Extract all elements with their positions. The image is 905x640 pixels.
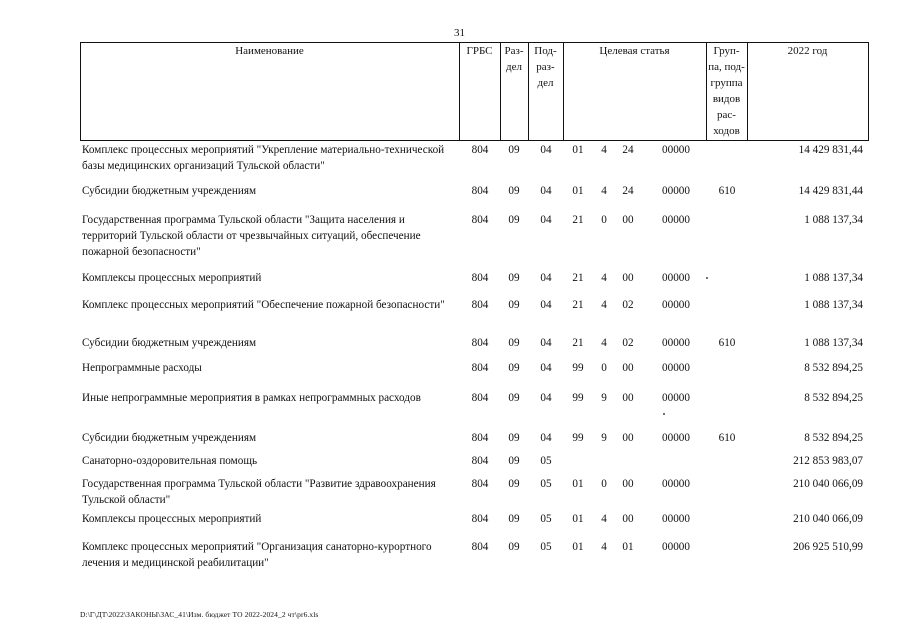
cell-grbs: 804 [471,455,489,467]
row-name: Комплексы процессных мероприятий [82,272,262,284]
cell-grbs: 804 [471,362,489,374]
page-number: 31 [454,27,465,39]
cell-podrazdel: 04 [540,299,552,311]
row-name: Непрограммные расходы [82,362,202,374]
cell-grbs: 804 [471,144,489,156]
cell-razdel: 09 [508,513,520,525]
cell-cs-subprogram: 00 [622,478,634,490]
cell-cs-type: 9 [601,392,607,404]
cell-cs-program: 01 [572,185,584,197]
cell-cs-program: 21 [572,299,584,311]
cell-razdel: 09 [508,541,520,553]
cell-razdel: 09 [508,185,520,197]
cell-grbs: 804 [471,272,489,284]
cell-podrazdel: 04 [540,185,552,197]
cell-cs-subprogram: 00 [622,362,634,374]
header-target-article: Целевая статья [599,45,670,57]
cell-podrazdel: 05 [540,513,552,525]
row-name: Государственная программа Тульской области "Защита населения и территорий Тульской области от чрезвычайных ситуаций, обеспечение пожарной безопасности" [82,214,421,258]
cell-razdel: 09 [508,455,520,467]
cell-cs-program: 21 [572,337,584,349]
cell-cs-direction: 00000 [662,337,690,349]
cell-cs-subprogram: 24 [622,144,634,156]
cell-razdel: 09 [508,144,520,156]
row-name: Комплекс процессных мероприятий "Организация санаторно-курортного лечения и медицинской реабилитации" [82,541,432,569]
cell-razdel: 09 [508,432,520,444]
cell-cs-subprogram: 02 [622,337,634,349]
cell-cs-program: 99 [572,362,584,374]
cell-cs-program: 21 [572,272,584,284]
cell-podrazdel: 05 [540,455,552,467]
header-name: Наименование [235,45,304,57]
row-name: Субсидии бюджетным учреждениям [82,337,257,349]
cell-cs-direction: 00000 [662,185,690,197]
cell-cs-type: 9 [601,432,607,444]
cell-expense-group: 610 [718,185,736,197]
cell-razdel: 09 [508,214,520,226]
header-razdel: Раз- дел [504,45,524,73]
cell-razdel: 09 [508,478,520,490]
cell-sum: 8 532 894,25 [804,432,863,444]
cell-cs-type: 4 [601,337,607,349]
cell-cs-subprogram: 02 [622,299,634,311]
cell-cs-type: 4 [601,144,607,156]
cell-podrazdel: 04 [540,144,552,156]
cell-cs-program: 99 [572,432,584,444]
cell-cs-type: 4 [601,185,607,197]
cell-cs-program: 01 [572,513,584,525]
header-grbs: ГРБС [466,45,493,57]
cell-cs-direction: 00000 [662,214,690,226]
cell-cs-subprogram: 00 [622,432,634,444]
cell-podrazdel: 04 [540,362,552,374]
cell-cs-program: 21 [572,214,584,226]
cell-cs-type: 4 [601,513,607,525]
header-expense-group: Груп- па, под- группа видов рас- ходов [708,45,745,137]
row-name: Комплекс процессных мероприятий "Укрепление материально-технической базы медицинских организаций Тульской области" [82,144,445,172]
header-year-2022: 2022 год [787,45,828,57]
cell-sum: 210 040 066,09 [793,513,863,525]
cell-razdel: 09 [508,299,520,311]
cell-grbs: 804 [471,392,489,404]
cell-grbs: 804 [471,432,489,444]
cell-razdel: 09 [508,272,520,284]
cell-sum: 1 088 137,34 [804,299,863,311]
header-bottom-border [80,140,869,141]
cell-cs-type: 4 [601,299,607,311]
cell-expense-group: 610 [718,337,736,349]
cell-sum: 210 040 066,09 [793,478,863,490]
cell-cs-type: 4 [601,541,607,553]
row-name: Комплекс процессных мероприятий "Обеспечение пожарной безопасности" [82,299,445,311]
header-podrazdel: Под- раз- дел [534,45,557,89]
cell-cs-program: 01 [572,144,584,156]
cell-grbs: 804 [471,185,489,197]
cell-podrazdel: 05 [540,478,552,490]
row-name: Санаторно-оздоровительная помощь [82,455,258,467]
cell-grbs: 804 [471,299,489,311]
cell-cs-direction: 00000 [662,272,690,284]
row-name: Иные непрограммные мероприятия в рамках непрограммных расходов [82,392,421,404]
row-name: Комплексы процессных мероприятий [82,513,262,525]
cell-cs-direction: 00000 [662,299,690,311]
cell-grbs: 804 [471,541,489,553]
file-path-footer: D:\Г\ДТ\2022\ЗАКОНЫ\ЗАС_41\Изм. бюджет ТО 2022-2024_2 чт\pr6.xls [80,610,319,619]
cell-sum: 14 429 831,44 [798,185,863,197]
cell-razdel: 09 [508,337,520,349]
cell-podrazdel: 04 [540,337,552,349]
cell-cs-type: 0 [601,362,607,374]
cell-cs-direction: 00000 [662,541,690,553]
cell-grbs: 804 [471,478,489,490]
cell-podrazdel: 04 [540,392,552,404]
cell-cs-program: 01 [572,541,584,553]
cell-cs-program: 01 [572,478,584,490]
cell-cs-program: 99 [572,392,584,404]
cell-cs-type: 4 [601,272,607,284]
cell-cs-subprogram: 00 [622,392,634,404]
cell-sum: 1 088 137,34 [804,272,863,284]
cell-grbs: 804 [471,214,489,226]
cell-cs-subprogram: 00 [622,272,634,284]
row-name: Субсидии бюджетным учреждениям [82,185,257,197]
cell-podrazdel: 05 [540,541,552,553]
cell-sum: 1 088 137,34 [804,337,863,349]
cell-cs-direction: 00000 [662,392,690,404]
cell-grbs: 804 [471,513,489,525]
cell-cs-type: 0 [601,214,607,226]
cell-cs-subprogram: 24 [622,185,634,197]
cell-razdel: 09 [508,392,520,404]
cell-cs-subprogram: 00 [622,214,634,226]
cell-cs-direction: 00000 [662,144,690,156]
cell-cs-direction: 00000 [662,478,690,490]
cell-podrazdel: 04 [540,432,552,444]
cell-cs-subprogram: 01 [622,541,634,553]
cell-sum: 14 429 831,44 [798,144,863,156]
row-name: Субсидии бюджетным учреждениям [82,432,257,444]
scan-speck [663,413,665,415]
cell-cs-subprogram: 00 [622,513,634,525]
cell-sum: 1 088 137,34 [804,214,863,226]
cell-podrazdel: 04 [540,272,552,284]
cell-podrazdel: 04 [540,214,552,226]
cell-expense-group: 610 [718,432,736,444]
col-divider [868,42,869,141]
cell-sum: 8 532 894,25 [804,362,863,374]
cell-sum: 212 853 983,07 [793,455,863,467]
scan-speck [706,277,708,279]
cell-razdel: 09 [508,362,520,374]
cell-grbs: 804 [471,337,489,349]
cell-cs-direction: 00000 [662,362,690,374]
cell-sum: 8 532 894,25 [804,392,863,404]
cell-cs-type: 0 [601,478,607,490]
cell-sum: 206 925 510,99 [793,541,863,553]
row-name: Государственная программа Тульской области "Развитие здравоохранения Тульской области" [82,478,436,506]
cell-cs-direction: 00000 [662,432,690,444]
cell-cs-direction: 00000 [662,513,690,525]
